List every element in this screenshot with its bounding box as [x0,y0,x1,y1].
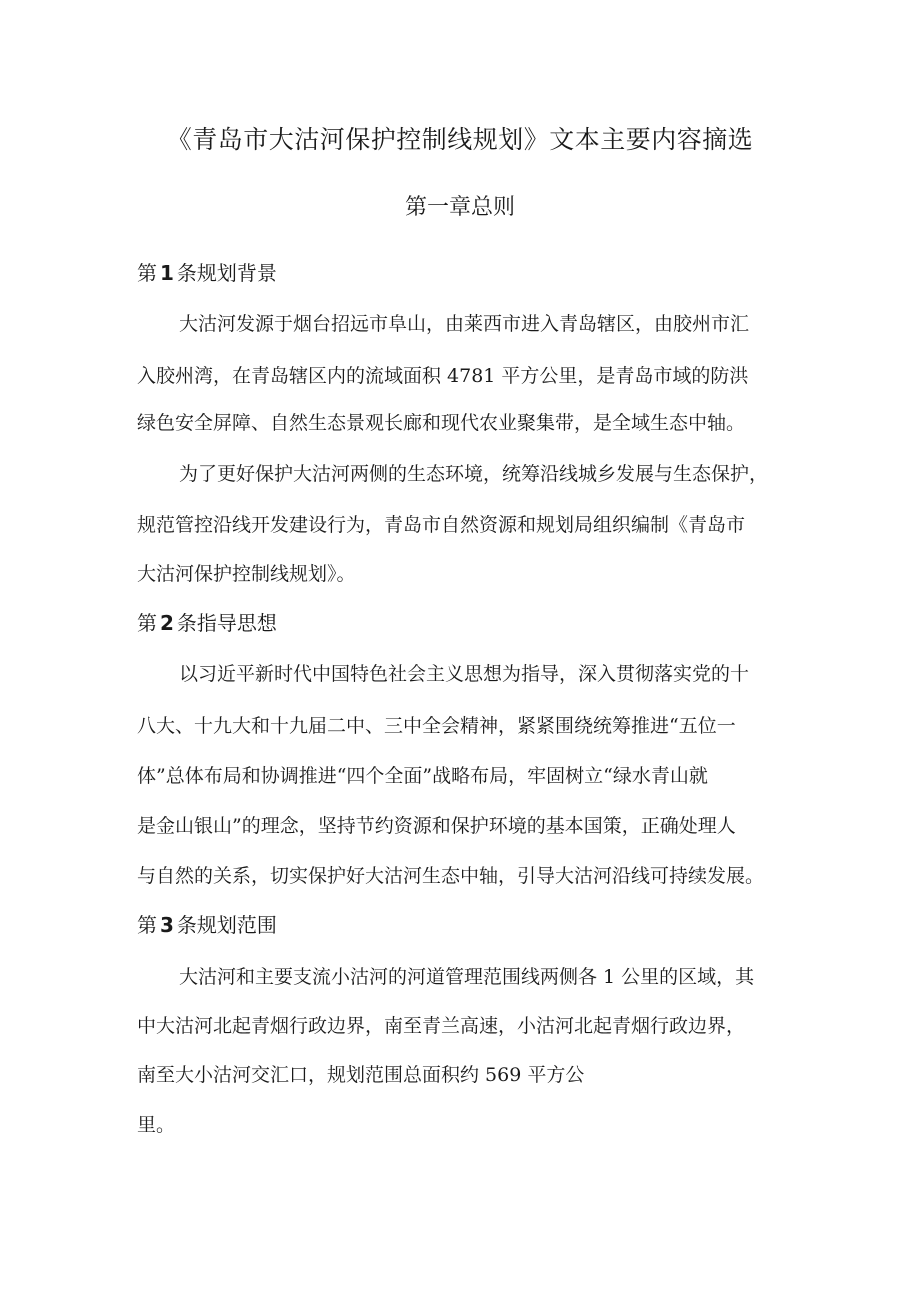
article-3-prefix: 第 [137,913,157,937]
article-3-heading [137,910,277,940]
article-2-para-1-line-4: 是金山银山”的理念，坚持节约资源和保护环境的基本国策，正确处理人 [137,815,736,837]
article-1-para-1-line-2: 入胶州湾，在青岛辖区内的流域面积 4781 平方公里，是青岛市域的防洪 [137,365,749,387]
article-1-para-1-line-3: 绿色安全屏障、自然生态景观长廊和现代农业聚集带，是全域生态中轴。 [137,412,746,434]
article-1-title: 条规划背景 [176,261,277,285]
article-2-title: 条指导思想 [176,611,277,635]
article-2-para-1-line-3: 体”总体布局和协调推进“四个全面”战略布局，牢固树立“绿水青山就 [137,765,708,787]
article-3-number: 3 [160,913,174,937]
article-1-number: 1 [160,261,174,285]
article-3-para-1-line-4: 里。 [137,1114,176,1136]
article-3-title: 条规划范围 [176,913,277,937]
article-1-prefix: 第 [137,261,157,285]
article-2-para-1-line-2: 八大、十九大和十九届二中、三中全会精神，紧紧围绕统筹推进“五位一 [137,715,736,737]
chapter-heading: 第一章总则 [404,195,515,220]
article-2-number: 2 [160,611,174,635]
document-title: 《青岛市大沽河保护控制线规划》文本主要内容摘选 [166,125,754,154]
article-2-prefix: 第 [137,611,157,635]
article-3-para-1-line-1: 大沽河和主要支流小沽河的河道管理范围线两侧各 1 公里的区域，其 [179,966,755,988]
article-1-para-2-line-3: 大沽河保护控制线规划》。 [137,563,356,585]
article-2-para-1-line-1: 以习近平新时代中国特色社会主义思想为指导，深入贯彻落实党的十 [179,663,750,685]
article-1-para-1-line-1: 大沽河发源于烟台招远市阜山，由莱西市进入青岛辖区，由胶州市汇 [179,313,750,335]
article-3-para-1-line-2: 中大沽河北起青烟行政边界，南至青兰高速，小沽河北起青烟行政边界， [137,1015,746,1037]
article-2-para-1-line-5: 与自然的关系，切实保护好大沽河生态中轴，引导大沽河沿线可持续发展。 [137,865,765,887]
article-3-para-1-line-3: 南至大小沽河交汇口，规划范围总面积约 569 平方公 [137,1064,585,1086]
article-1-para-2-line-2: 规范管控沿线开发建设行为，青岛市自然资源和规划局组织编制《青岛市 [137,514,746,536]
article-1-para-2-line-1: 为了更好保护大沽河两侧的生态环境，统筹沿线城乡发展与生态保护， [179,463,769,485]
article-2-heading [137,608,277,638]
article-1-heading [137,258,277,288]
